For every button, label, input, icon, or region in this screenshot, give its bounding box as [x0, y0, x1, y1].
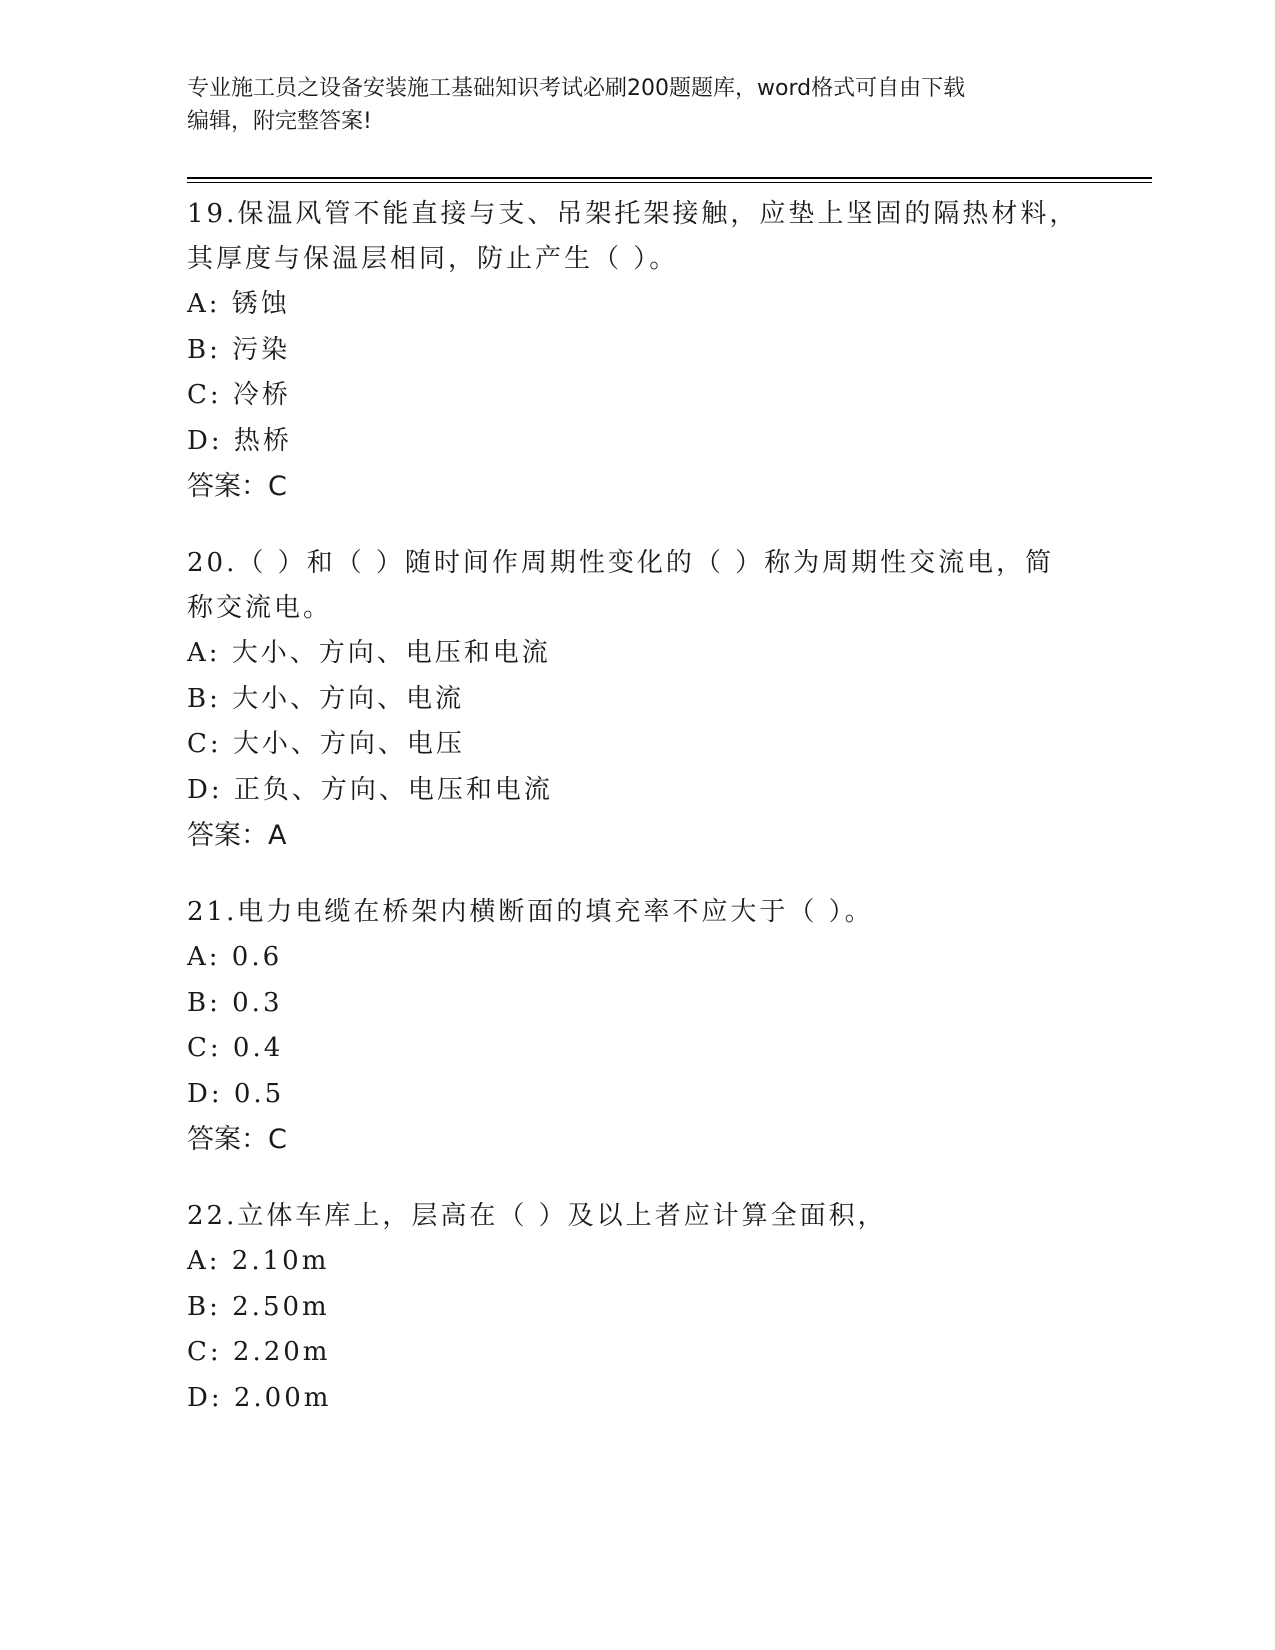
option-a: A: 锈蚀	[187, 289, 290, 319]
header-line-1: 专业施工员之设备安装施工基础知识考试必刷200题题库，word格式可自由下载	[187, 76, 966, 101]
option-b: B: 2.50m	[187, 1291, 330, 1322]
question-stem-line-2: 其厚度与保温层相同，防止产生（ ）。	[187, 244, 679, 274]
option-d: D: 热桥	[187, 425, 292, 456]
header-divider-thick	[187, 177, 1152, 179]
option-c: C: 大小、方向、电压	[187, 729, 465, 759]
option-d: D: 2.00m	[187, 1382, 332, 1413]
option-b: B: 0.3	[187, 987, 283, 1018]
document-header	[187, 72, 1087, 138]
question-22	[187, 1194, 1087, 1421]
answer: 答案：A	[187, 820, 287, 851]
option-a: A: 0.6	[187, 942, 283, 972]
option-d: D: 0.5	[187, 1078, 285, 1109]
question-stem	[187, 192, 1087, 282]
option-d: D: 正负、方向、电压和电流	[187, 774, 553, 805]
option-b: B: 大小、方向、电流	[187, 683, 465, 714]
header-divider-thin	[187, 182, 1152, 183]
question-19	[187, 192, 1087, 509]
option-c: C: 冷桥	[187, 380, 291, 410]
option-c: C: 2.20m	[187, 1337, 331, 1367]
question-stem-line-1: 20.（ ）和（ ）随时间作周期性变化的（ ）称为周期性交流电，简	[187, 548, 1055, 578]
question-stem-line-1: 22.立体车库上，层高在（ ）及以上者应计算全面积，	[187, 1201, 887, 1231]
answer: 答案：C	[187, 471, 287, 502]
question-stem	[187, 890, 1087, 935]
question-stem-line-2: 称交流电。	[187, 593, 333, 623]
header-line-2: 编辑，附完整答案!	[187, 109, 372, 134]
option-a: A: 2.10m	[187, 1246, 330, 1276]
question-21	[187, 890, 1087, 1162]
question-20	[187, 541, 1087, 858]
option-c: C: 0.4	[187, 1033, 284, 1063]
option-a: A: 大小、方向、电压和电流	[187, 638, 551, 668]
question-stem-line-1: 19.保温风管不能直接与支、吊架托架接触，应垫上坚固的隔热材料，	[187, 199, 1079, 229]
answer: 答案：C	[187, 1124, 287, 1155]
question-list	[187, 192, 1087, 1453]
question-stem-line-1: 21.电力电缆在桥架内横断面的填充率不应大于（ ）。	[187, 897, 874, 927]
question-stem	[187, 1194, 1087, 1239]
question-stem	[187, 541, 1087, 631]
option-b: B: 污染	[187, 334, 291, 365]
